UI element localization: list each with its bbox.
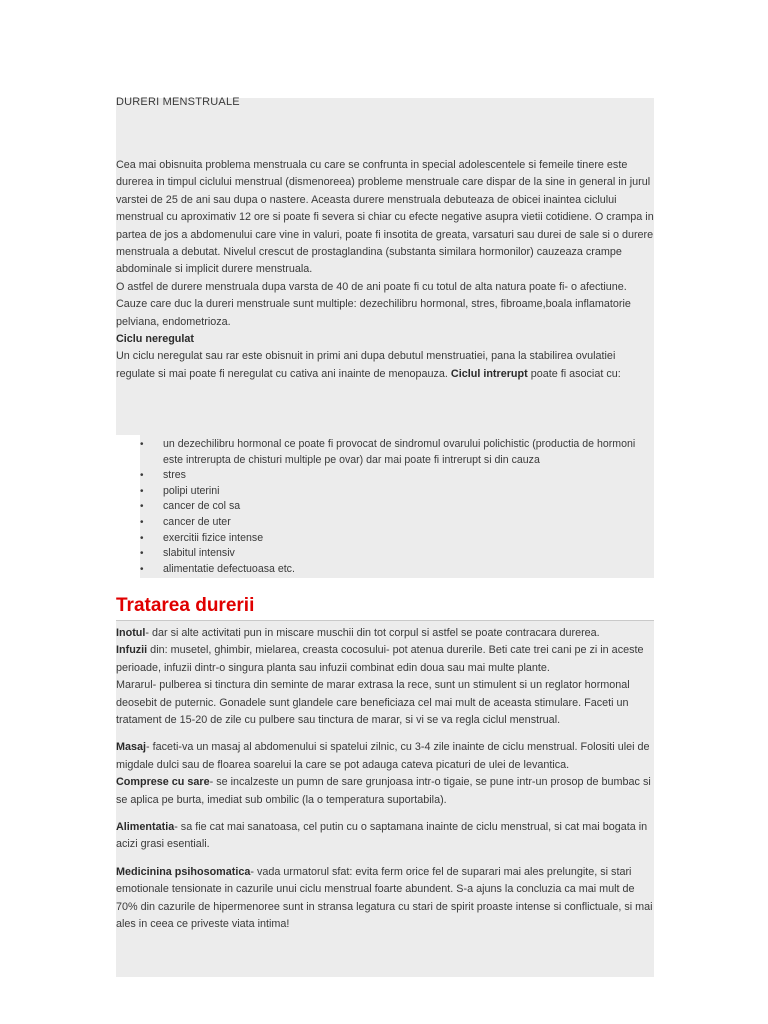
after40-paragraph: O astfel de durere menstruala dupa varsta de 40 de ani poate fi cu totul de alta natura poate fi- o afectiune.: [116, 280, 627, 293]
masaj-paragraph: [116, 739, 656, 774]
list-item: • un dezechilibru hormonal ce poate fi provocat de sindromul ovarului polichistic (productia de hormoni este intrerupta de chisturi multiple pe ovar) dar mai poate fi intrerupt si din cauza: [116, 437, 652, 468]
causes-paragraph: Cauze care duc la dureri menstruale sunt multiple: dezechilibru hormonal, stres, fibroame,boala inflamatorie pelviana, endometrioza.: [116, 298, 631, 328]
alimentatia-label: Alimentatia: [116, 821, 175, 834]
comprese-text: - se incalzeste un pumn de sare grunjoasa intr-o tigaie, se pune intr-un prosop de bumbac si se aplica pe burta, imediat sub ombilic (la o temperatura suportabila).: [116, 776, 651, 806]
medicina-paragraph: [116, 864, 656, 934]
ciclu-bold: Ciclul intrerupt: [450, 367, 528, 380]
comprese-label: Comprese cu sare: [116, 776, 210, 789]
infuzii-text: din: musetel, ghimbir, mielarea, creasta cocosului- pot atenua durerile. Beti cate trei cani pe zi in aceste perioade, infuzii dintr-o singura planta sau infuzii combinat edin doua sau mai multe plante.: [116, 644, 644, 674]
medicina-label: Medicinina psihosomatica: [116, 865, 251, 878]
treatment-section: [116, 625, 656, 934]
ciclu-paragraph: [116, 348, 656, 383]
intro-section: [116, 157, 656, 383]
list-item: • alimentatie defectuoasa etc.: [116, 562, 652, 578]
list-item: • exercitii fizice intense: [116, 531, 652, 547]
medicina-text: - vada urmatorul sfat: evita ferm orice fel de suparari mai ales prelungite, si stari emotionale tensionate in cazurile unui ciclu menstrual foarte abundent. S-a ajuns la concluzia ca mai mult de 70% din cazurile de hipermenoree sunt in stransa legatura cu stari de spirit proaste intense si conflictuale, si mai ales in ceea ce priveste viata intima!: [116, 865, 653, 931]
infuzii-paragraph: [116, 642, 656, 677]
inot-label: Inotul: [116, 627, 146, 639]
inot-paragraph: [116, 625, 656, 642]
ciclu-heading-text: Ciclu neregulat: [116, 333, 194, 346]
document-title: DURERI MENSTRUALE: [116, 96, 240, 108]
list-item: • cancer de uter: [116, 515, 652, 531]
inot-text: - dar si alte activitati pun in miscare muschii din tot corpul si astfel se poate contracara durerea.: [145, 627, 600, 639]
alimentatia-text: - sa fie cat mai sanatoasa, cel putin cu o saptamana inainte de ciclu menstrual, si cat mai bogata in acizi grasi esentiali.: [116, 821, 648, 851]
list-item: • cancer de col sa: [116, 499, 652, 515]
causes-list: [116, 437, 652, 577]
comprese-paragraph: [116, 774, 656, 809]
treatment-heading: Tratarea durerii: [116, 594, 654, 621]
masaj-label: Masaj: [116, 741, 147, 754]
list-item: • stres: [116, 468, 652, 484]
ciclu-text1: Un ciclu neregulat sau rar este obisnuit in primi ani dupa debutul menstruatiei, pana la stabilirea ovulatiei regulate si mai poate fi neregulat cu cativa ani inainte de menopauza.: [116, 350, 616, 380]
mararul-paragraph: Mararul- pulberea si tinctura din seminte de marar extrasa la rece, sunt un stimulent si un reglator hormonal deosebit de puternic. Gonadele sunt glandele care beneficiaza cel mai mult de aceasta stimulare. Faceti un tratament de 15-20 de zile cu pulbere sau tinctura de marar, si vi se va regla ciclul menstrual.: [116, 679, 630, 727]
infuzii-label: Infuzii: [116, 644, 148, 657]
list-item: • polipi uterini: [116, 484, 652, 500]
ciclu-text2: poate fi asociat cu:: [527, 367, 621, 380]
intro-paragraph: Cea mai obisnuita problema menstruala cu care se confrunta in special adolescentele si femeile tinere este durerea in timpul ciclului menstrual (dismenoreea) probleme menstruale care dispar de la sine in general in jurul varstei de 25 de ani sau dupa o nastere. Aceasta durere menstruala debuteaza de obicei inaintea ciclului menstrual cu aproximativ 12 ore si poate fi severa si chiar cu efecte negative asupra vietii cotidiene. O crampa in partea de jos a abdomenului care vine in valuri, poate fi insotita de greata, varsaturi sau durei de sale si o durere menstruala a debutat. Nivelul crescut de prostaglandina (substanta similara hormonilor) cauzeaza crampe abdominale si implicit durere menstruala.: [116, 159, 654, 276]
list-item: • slabitul intensiv: [116, 546, 652, 562]
masaj-text: - faceti-va un masaj al abdomenului si spatelui zilnic, cu 3-4 zile inainte de ciclu menstrual. Folositi ulei de migdale dulci sau de floarea soarelui la care se pot adauga cateva picaturi de ulei de levantica.: [116, 741, 650, 771]
alimentatia-paragraph: [116, 819, 656, 854]
ciclu-heading: [116, 331, 656, 348]
